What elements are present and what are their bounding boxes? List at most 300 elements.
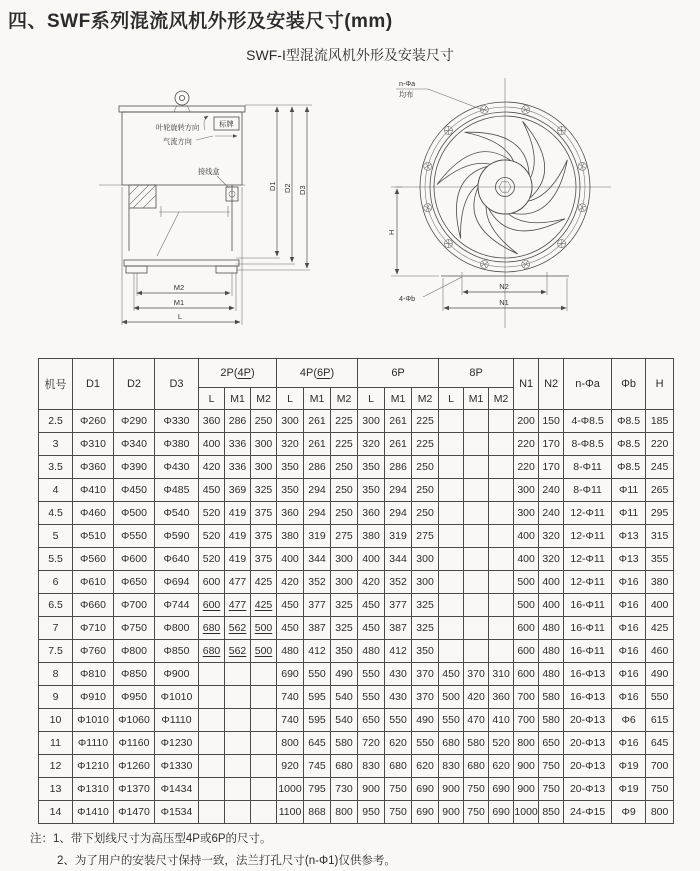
table-cell [464, 479, 489, 502]
table-cell: 477 [225, 571, 251, 594]
table-cell: 360 [277, 502, 304, 525]
foot-hole-callout [399, 277, 462, 303]
dim-d3-label: D3 [298, 185, 307, 195]
table-cell: 412 [385, 640, 412, 663]
table-cell [489, 502, 514, 525]
table-cell: Φ710 [73, 617, 114, 640]
table-cell: 387 [385, 617, 412, 640]
table-cell: 600 [514, 663, 539, 686]
table-cell: Φ950 [114, 686, 155, 709]
col-group-8p: 8P [439, 359, 514, 388]
table-cell: 745 [304, 755, 331, 778]
table-cell: 294 [304, 502, 331, 525]
table-cell: 700 [514, 686, 539, 709]
dim-m2-label: M2 [173, 283, 185, 292]
table-row [39, 456, 674, 479]
table-cell: Φ430 [155, 456, 199, 479]
table-cell: 370 [412, 686, 439, 709]
bolt-count-label: n-Φa [399, 79, 416, 88]
table-cell: 325 [331, 617, 358, 640]
col-header-d2: D2 [114, 359, 155, 410]
table-cell: 580 [331, 732, 358, 755]
table-cell: 740 [277, 686, 304, 709]
table-cell: 220 [514, 456, 539, 479]
table-cell: 550 [439, 709, 464, 732]
col-group-6p: 6P [358, 359, 439, 388]
table-cell: 261 [385, 410, 412, 433]
table-cell: Φ19 [612, 778, 646, 801]
table-cell: 419 [225, 502, 251, 525]
table-cell: 14 [39, 801, 73, 824]
table-cell [489, 433, 514, 456]
table-cell: 286 [385, 456, 412, 479]
table-cell: 240 [539, 479, 564, 502]
table-cell: 490 [412, 709, 439, 732]
table-cell: 750 [539, 778, 564, 801]
table-cell: 320 [539, 525, 564, 548]
table-cell [439, 525, 464, 548]
rotation-direction-label: 叶轮旋转方向 [156, 123, 200, 132]
table-cell: 450 [358, 617, 385, 640]
table-cell: 300 [251, 433, 277, 456]
table-cell: 1000 [514, 801, 539, 824]
table-cell: 325 [412, 594, 439, 617]
table-cell: 419 [225, 525, 251, 548]
table-row [39, 617, 674, 640]
table-cell: Φ650 [114, 571, 155, 594]
table-cell [464, 594, 489, 617]
table-cell: 360 [489, 686, 514, 709]
table-cell [225, 732, 251, 755]
table-cell: Φ640 [155, 548, 199, 571]
table-cell: Φ610 [73, 571, 114, 594]
col-header-b: Φb [612, 359, 646, 410]
sub-header: M1 [225, 388, 251, 410]
table-cell: 300 [412, 548, 439, 571]
sub-header: M2 [489, 388, 514, 410]
table-cell: 500 [514, 571, 539, 594]
table-cell: Φ13 [612, 548, 646, 571]
table-cell: 500 [439, 686, 464, 709]
table-cell: 550 [358, 663, 385, 686]
table-cell: 355 [646, 548, 674, 571]
table-cell: 700 [514, 709, 539, 732]
table-cell: 425 [251, 594, 277, 617]
table-cell: 550 [358, 686, 385, 709]
table-cell: 800 [331, 801, 358, 824]
table-cell: Φ390 [114, 456, 155, 479]
table-cell: 680 [199, 617, 225, 640]
table-cell: 9 [39, 686, 73, 709]
table-cell: 220 [514, 433, 539, 456]
table-cell: 20-Φ13 [564, 732, 612, 755]
table-cell: 480 [539, 640, 564, 663]
table-cell [439, 594, 464, 617]
table-cell: 600 [514, 640, 539, 663]
motor-section [129, 185, 232, 256]
table-cell: 250 [331, 479, 358, 502]
table-row [39, 778, 674, 801]
table-cell [199, 732, 225, 755]
table-cell [199, 778, 225, 801]
table-cell [489, 525, 514, 548]
table-cell: Φ760 [73, 640, 114, 663]
table-cell: 425 [251, 571, 277, 594]
table-cell: 220 [646, 433, 674, 456]
table-cell: Φ1010 [155, 686, 199, 709]
table-cell: 320 [277, 433, 304, 456]
table-cell: 350 [358, 479, 385, 502]
table-cell [199, 663, 225, 686]
table-cell: 294 [385, 502, 412, 525]
table-cell: 370 [412, 663, 439, 686]
table-cell: 400 [646, 594, 674, 617]
table-cell: 150 [539, 410, 564, 433]
table-cell: 300 [331, 548, 358, 571]
table-cell: 750 [464, 801, 489, 824]
table-row [39, 525, 674, 548]
table-cell: 240 [539, 502, 564, 525]
table-cell: 615 [646, 709, 674, 732]
table-cell: 580 [539, 686, 564, 709]
table-cell: 300 [251, 456, 277, 479]
table-cell: 500 [514, 594, 539, 617]
table-cell: Φ360 [73, 456, 114, 479]
table-cell: 562 [225, 640, 251, 663]
table-cell: 250 [251, 410, 277, 433]
table-cell [439, 479, 464, 502]
table-cell: Φ910 [73, 686, 114, 709]
table-cell: 336 [225, 433, 251, 456]
table-cell: 400 [514, 525, 539, 548]
table-cell: 680 [439, 732, 464, 755]
table-cell: 319 [385, 525, 412, 548]
dim-d1-label: D1 [268, 181, 277, 191]
table-cell: 480 [539, 617, 564, 640]
table-cell [464, 456, 489, 479]
table-cell [439, 617, 464, 640]
table-cell: 690 [489, 778, 514, 801]
table-cell: 16-Φ13 [564, 686, 612, 709]
table-cell: Φ660 [73, 594, 114, 617]
table-cell: 225 [412, 433, 439, 456]
table-cell: 650 [358, 709, 385, 732]
table-cell: Φ1210 [73, 755, 114, 778]
table-cell: Φ1310 [73, 778, 114, 801]
table-cell: 170 [539, 456, 564, 479]
table-cell: Φ11 [612, 479, 646, 502]
table-cell: 352 [304, 571, 331, 594]
foot-hole-label: 4-Φb [399, 294, 416, 303]
table-cell: 730 [331, 778, 358, 801]
table-cell: 430 [385, 663, 412, 686]
col-header-model: 机号 [39, 359, 73, 410]
table-cell: 310 [489, 663, 514, 686]
table-cell: 4 [39, 479, 73, 502]
table-cell: 344 [385, 548, 412, 571]
table-cell [489, 594, 514, 617]
table-cell: 8-Φ11 [564, 456, 612, 479]
table-cell: 900 [439, 778, 464, 801]
table-cell [199, 755, 225, 778]
table-cell: 370 [464, 663, 489, 686]
table-cell: 350 [277, 479, 304, 502]
table-cell: 375 [251, 502, 277, 525]
table-cell: Φ750 [114, 617, 155, 640]
table-cell: Φ1260 [114, 755, 155, 778]
table-cell: 540 [331, 709, 358, 732]
table-cell: 520 [199, 525, 225, 548]
table-cell: 400 [514, 548, 539, 571]
table-cell: 12-Φ11 [564, 571, 612, 594]
table-row [39, 594, 674, 617]
table-cell: 377 [304, 594, 331, 617]
table-cell [464, 525, 489, 548]
table-cell: Φ260 [73, 410, 114, 433]
table-cell: 325 [331, 594, 358, 617]
table-cell: 450 [277, 617, 304, 640]
table-cell [489, 640, 514, 663]
table-cell: 400 [539, 571, 564, 594]
table-cell: 387 [304, 617, 331, 640]
table-cell: 950 [358, 801, 385, 824]
table-cell: Φ1470 [114, 801, 155, 824]
table-cell: 580 [464, 732, 489, 755]
table-cell: 480 [358, 640, 385, 663]
table-cell [439, 456, 464, 479]
table-cell: 920 [277, 755, 304, 778]
table-cell: 4-Φ8.5 [564, 410, 612, 433]
dim-n1-label: N1 [499, 298, 509, 307]
table-cell: Φ16 [612, 663, 646, 686]
col-group-4p: 4P(6P) [277, 359, 358, 388]
table-cell: Φ1410 [73, 801, 114, 824]
side-view-drawing [79, 73, 341, 345]
table-cell: 369 [225, 479, 251, 502]
table-cell: 352 [385, 571, 412, 594]
table-cell: Φ16 [612, 686, 646, 709]
eye-bolt-icon [171, 91, 193, 112]
table-cell: Φ800 [114, 640, 155, 663]
table-cell: 740 [277, 709, 304, 732]
table-cell: Φ1330 [155, 755, 199, 778]
table-cell: Φ1370 [114, 778, 155, 801]
table-cell: 11 [39, 732, 73, 755]
table-cell: Φ560 [73, 548, 114, 571]
table-cell: 336 [225, 456, 251, 479]
table-cell [251, 801, 277, 824]
table-cell: 550 [304, 663, 331, 686]
table-cell: Φ8.5 [612, 433, 646, 456]
table-cell: 595 [304, 709, 331, 732]
table-row [39, 732, 674, 755]
table-cell: 645 [304, 732, 331, 755]
table-cell: Φ1110 [155, 709, 199, 732]
table-cell: 680 [385, 755, 412, 778]
table-cell: Φ290 [114, 410, 155, 433]
table-cell: 400 [358, 548, 385, 571]
table-cell: 690 [277, 663, 304, 686]
table-cell: Φ330 [155, 410, 199, 433]
table-cell [489, 617, 514, 640]
col-header-n2: N2 [539, 359, 564, 410]
table-cell: 562 [225, 617, 251, 640]
table-cell: 350 [358, 456, 385, 479]
table-cell: 8-Φ11 [564, 479, 612, 502]
table-cell: 500 [251, 640, 277, 663]
table-cell: 380 [277, 525, 304, 548]
table-cell: 12-Φ11 [564, 525, 612, 548]
table-cell: 20-Φ13 [564, 755, 612, 778]
table-cell: 320 [358, 433, 385, 456]
table-cell: Φ1060 [114, 709, 155, 732]
drawing-subtitle: SWF-I型混流风机外形及安装尺寸 [246, 47, 454, 63]
table-cell: Φ540 [155, 502, 199, 525]
table-cell: 470 [464, 709, 489, 732]
table-cell [489, 548, 514, 571]
table-cell: Φ11 [612, 502, 646, 525]
table-cell: 900 [514, 755, 539, 778]
table-cell: Φ13 [612, 525, 646, 548]
table-cell: 800 [646, 801, 674, 824]
table-cell: 450 [358, 594, 385, 617]
table-cell [489, 479, 514, 502]
col-group-2p: 2P(4P) [199, 359, 277, 388]
table-cell: 16-Φ11 [564, 640, 612, 663]
table-cell [439, 640, 464, 663]
table-cell: 540 [331, 686, 358, 709]
table-cell: Φ850 [114, 663, 155, 686]
col-header-na: n-Φa [564, 359, 612, 410]
junction-box-label: 接线盒 [198, 167, 220, 176]
table-cell: 250 [412, 456, 439, 479]
table-cell: 800 [514, 732, 539, 755]
table-cell: 550 [385, 709, 412, 732]
table-row [39, 686, 674, 709]
table-cell: 380 [646, 571, 674, 594]
table-cell: 690 [489, 801, 514, 824]
footnotes [30, 828, 396, 871]
table-cell: 680 [464, 755, 489, 778]
table-cell: 400 [277, 548, 304, 571]
page-title: 四、SWF系列混流风机外形及安装尺寸(mm) [8, 11, 393, 32]
table-cell: 380 [358, 525, 385, 548]
table-cell: Φ800 [155, 617, 199, 640]
table-cell: 261 [385, 433, 412, 456]
table-cell: 7 [39, 617, 73, 640]
table-cell: 275 [331, 525, 358, 548]
table-cell: 620 [489, 755, 514, 778]
table-cell: 550 [646, 686, 674, 709]
table-cell: 185 [646, 410, 674, 433]
table-cell: 320 [539, 548, 564, 571]
table-cell: 377 [385, 594, 412, 617]
table-cell: 1100 [277, 801, 304, 824]
table-cell [489, 410, 514, 433]
table-cell: 350 [412, 640, 439, 663]
front-view-drawing [383, 70, 683, 355]
table-cell: 300 [514, 479, 539, 502]
table-cell [464, 502, 489, 525]
table-cell: 225 [331, 433, 358, 456]
table-cell: 300 [412, 571, 439, 594]
table-cell: 490 [331, 663, 358, 686]
col-header-h: H [646, 359, 674, 410]
table-cell [251, 663, 277, 686]
table-cell: 250 [331, 502, 358, 525]
table-cell [251, 755, 277, 778]
table-cell [439, 548, 464, 571]
table-cell: Φ8.5 [612, 456, 646, 479]
table-cell: 1000 [277, 778, 304, 801]
bolt-dist-label: 均布 [399, 90, 414, 99]
table-cell: 200 [514, 410, 539, 433]
table-cell: 490 [646, 663, 674, 686]
table-cell: 690 [412, 778, 439, 801]
table-cell: 24-Φ15 [564, 801, 612, 824]
table-cell: 680 [199, 640, 225, 663]
table-cell: 830 [358, 755, 385, 778]
table-cell: Φ590 [155, 525, 199, 548]
table-cell: Φ380 [155, 433, 199, 456]
table-cell: 294 [304, 479, 331, 502]
table-cell: 13 [39, 778, 73, 801]
table-cell: 344 [304, 548, 331, 571]
sub-header: M1 [464, 388, 489, 410]
footnote-2: 2、为了用户的安装尺寸保持一致，法兰打孔尺寸(n-Φ1)仅供参考。 [57, 855, 396, 868]
table-cell: 16-Φ13 [564, 663, 612, 686]
airflow-direction-label: 气流方向 [163, 137, 192, 146]
dim-h-label: H [387, 229, 396, 235]
table-cell: 275 [412, 525, 439, 548]
table-cell: Φ510 [73, 525, 114, 548]
table-cell: 4.5 [39, 502, 73, 525]
table-cell: 350 [331, 640, 358, 663]
table-cell: 16-Φ11 [564, 594, 612, 617]
table-cell: 325 [251, 479, 277, 502]
table-cell: 620 [412, 755, 439, 778]
table-cell: 315 [646, 525, 674, 548]
table-cell: 420 [358, 571, 385, 594]
table-cell: 300 [277, 410, 304, 433]
table-cell: 300 [514, 502, 539, 525]
sub-header: M2 [331, 388, 358, 410]
table-cell: 250 [412, 502, 439, 525]
table-cell: Φ810 [73, 663, 114, 686]
table-cell: 450 [277, 594, 304, 617]
table-cell [199, 686, 225, 709]
table-cell: 7.5 [39, 640, 73, 663]
table-cell: Φ694 [155, 571, 199, 594]
table-cell: 400 [539, 594, 564, 617]
table-cell: Φ1534 [155, 801, 199, 824]
col-header-n1: N1 [514, 359, 539, 410]
table-cell: Φ340 [114, 433, 155, 456]
table-cell: 360 [199, 410, 225, 433]
table-cell: Φ1230 [155, 732, 199, 755]
table-cell: 2.5 [39, 410, 73, 433]
table-row [39, 548, 674, 571]
table-cell: Φ550 [114, 525, 155, 548]
table-cell: 350 [277, 456, 304, 479]
table-cell [464, 640, 489, 663]
table-cell: Φ1160 [114, 732, 155, 755]
table-cell: 410 [489, 709, 514, 732]
table-row [39, 571, 674, 594]
table-cell: 868 [304, 801, 331, 824]
table-cell: 375 [251, 525, 277, 548]
sub-header: M2 [251, 388, 277, 410]
